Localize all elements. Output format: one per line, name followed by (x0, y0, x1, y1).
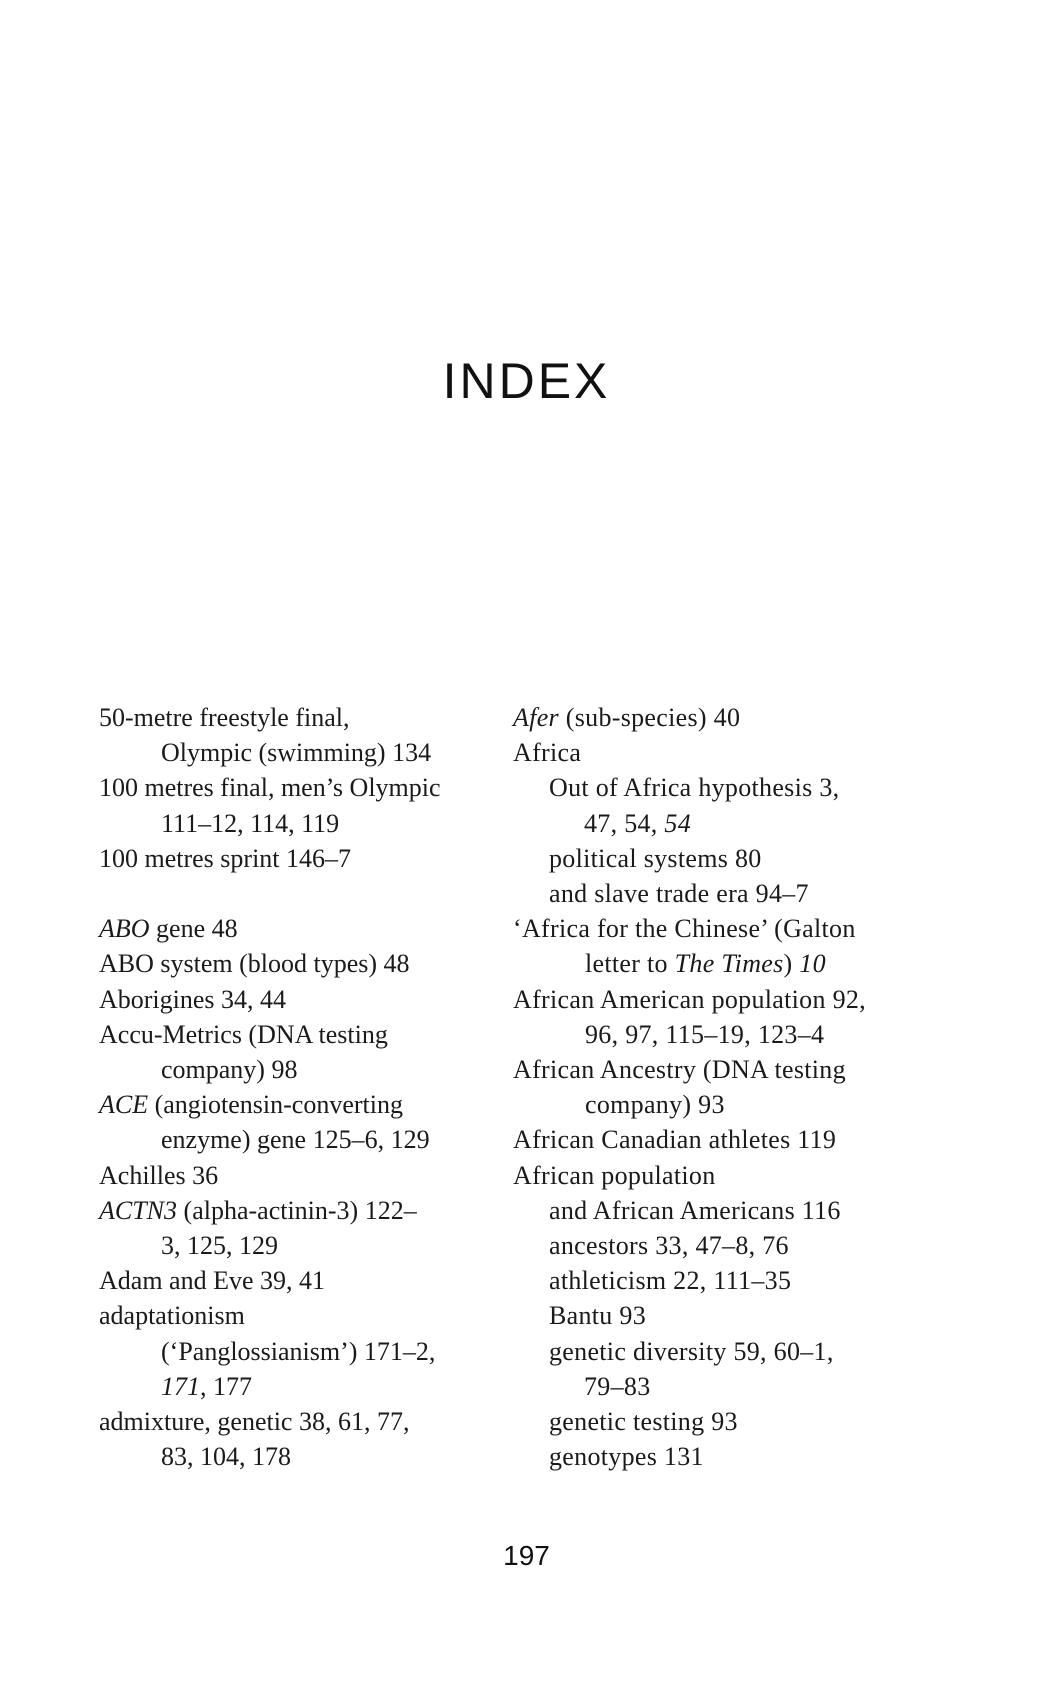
index-subentry: genetic testing 93 (549, 1407, 738, 1437)
index-entry-continuation: 111–12, 114, 119 (161, 808, 340, 838)
index-entry: African population (513, 1160, 716, 1190)
index-entry-continuation: company) 98 (161, 1055, 298, 1085)
index-entry: Accu-Metrics (DNA testing (99, 1019, 388, 1049)
page-ref-italic: 171 (161, 1371, 200, 1401)
index-entry (513, 700, 923, 735)
index-entry: Aborigines 34, 44 (99, 984, 287, 1014)
index-entry-text: letter to (585, 949, 675, 979)
index-subentry: Out of Africa hypothesis 3, (549, 773, 840, 803)
index-subentry-continuation: 79–83 (584, 1371, 651, 1401)
index-entry-continuation: company) 93 (585, 1090, 725, 1120)
index-entry: African Ancestry (DNA testing (513, 1055, 846, 1085)
index-entry-continuation: 3, 125, 129 (161, 1231, 278, 1261)
index-entry (99, 911, 494, 946)
index-entry-continuation: Olympic (swimming) 134 (161, 738, 432, 768)
index-subentry: ancestors 33, 47–8, 76 (549, 1231, 789, 1261)
index-entry-continuation (513, 946, 923, 981)
index-entry: 100 metres sprint 146–7 (99, 843, 352, 873)
index-term-italic: Afer (513, 703, 559, 732)
index-entry: Africa (513, 738, 582, 768)
index-subentry: athleticism 22, 111–35 (549, 1266, 792, 1296)
index-subentry: and slave trade era 94–7 (549, 879, 809, 909)
publication-title-italic: The Times (674, 949, 784, 979)
index-column-left (99, 700, 494, 1474)
index-entry-text: (sub-species) 40 (558, 703, 741, 732)
index-entry-text: ) (783, 949, 800, 979)
index-subentry: political systems 80 (549, 843, 762, 873)
index-entry: African Canadian athletes 119 (513, 1125, 837, 1155)
index-entry-text: 47, 54, (584, 808, 665, 838)
index-entry-text: gene 48 (149, 914, 238, 944)
page-ref-italic: 10 (799, 949, 826, 979)
page-number: 197 (503, 1540, 550, 1571)
index-entry-text: (angiotensin-converting (148, 1090, 403, 1120)
page-title: INDEX (442, 353, 611, 409)
index-subentry: and African Americans 116 (549, 1195, 841, 1225)
index-entry: African American population 92, (513, 984, 866, 1014)
index-entry: ‘Africa for the Chinese’ (Galton (513, 914, 856, 944)
index-entry: 50-metre freestyle final, (99, 703, 350, 732)
index-term-italic: ABO (99, 914, 150, 944)
index-term-italic: ACE (99, 1090, 149, 1120)
index-entry (99, 1193, 494, 1228)
index-entry-continuation: 96, 97, 115–19, 123–4 (585, 1019, 825, 1049)
index-column-right (513, 700, 923, 1474)
index-entry-continuation: enzyme) gene 125–6, 129 (161, 1125, 430, 1155)
index-entry: admixture, genetic 38, 61, 77, (99, 1407, 410, 1437)
index-entry-continuation (99, 1369, 494, 1404)
index-entry: 100 metres final, men’s Olympic (99, 773, 441, 803)
index-term-italic: ACTN3 (99, 1195, 178, 1225)
index-subentry-continuation (513, 806, 923, 841)
index-subentry: genetic diversity 59, 60–1, (549, 1336, 834, 1366)
section-gap (99, 876, 494, 911)
index-entry: Achilles 36 (99, 1160, 219, 1190)
index-entry-text: (alpha-actinin-3) 122– (177, 1195, 417, 1225)
index-entry-continuation: 83, 104, 178 (161, 1442, 291, 1472)
page-ref-italic: 54 (664, 808, 692, 838)
index-subentry: genotypes 131 (549, 1442, 704, 1472)
index-entry: adaptationism (99, 1301, 245, 1331)
index-entry (99, 1087, 494, 1122)
index-entry-continuation: (‘Panglossianism’) 171–2, (161, 1336, 436, 1366)
index-entry: ABO system (blood types) 48 (99, 949, 410, 979)
index-entry-text: , 177 (200, 1371, 252, 1401)
index-entry: Adam and Eve 39, 41 (99, 1266, 326, 1296)
index-subentry: Bantu 93 (549, 1301, 647, 1331)
